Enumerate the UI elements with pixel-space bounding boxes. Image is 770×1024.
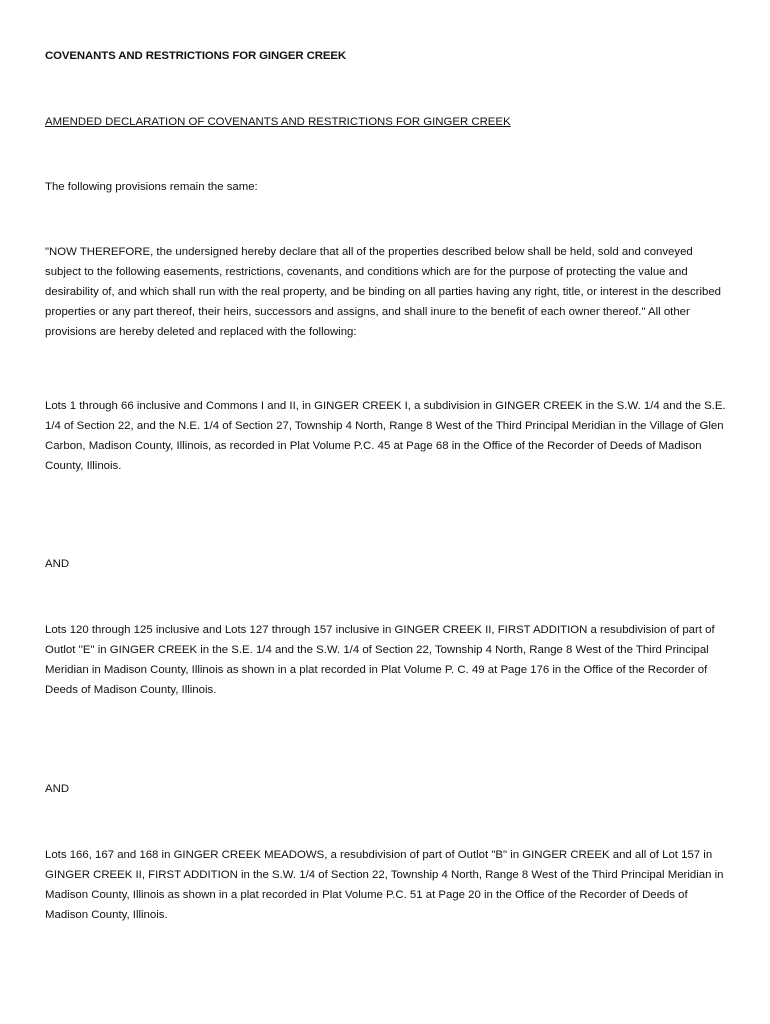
and-separator: AND [45, 558, 70, 570]
paragraph-now-therefore: "NOW THEREFORE, the undersigned hereby declare that all of the properties described below shall be held, sold and conveyed subject to the following easements, restrictions, covenants, and conditions which are for the purpose of protecting the value and desirability of, and which shall run with the real property, and be binding on all parties having any right, title, or interest in the described properties or any part thereof, their heirs, successors and assigns, and shall inure to the benefit of each owner thereof." All other provisions are hereby deleted and replaced with the following: [45, 246, 722, 339]
document-subtitle: AMENDED DECLARATION OF COVENANTS AND RESTRICTIONS FOR GINGER CREEK [45, 116, 511, 128]
intro-text: The following provisions remain the same: [45, 181, 258, 193]
paragraph-ginger-creek-meadows: Lots 166, 167 and 168 in GINGER CREEK MEADOWS, a resubdivision of part of Outlot "B" in GINGER CREEK and all of Lot 157 in GINGER CREEK II, FIRST ADDITION in the S.W. 1/4 of Section 22, Township 4 North, Range 8 West of the Third Principal Meridian in Madison County, Illinois as shown in a plat recorded in Plat Volume P.C. 51 at Page 20 in the Office of the Recorder of Deeds of Madison County, Illinois. [45, 849, 724, 922]
and-separator: AND [45, 783, 70, 795]
paragraph-ginger-creek-i: Lots 1 through 66 inclusive and Commons I and II, in GINGER CREEK I, a subdivision in GINGER CREEK in the S.W. 1/4 and the S.E. 1/4 of Section 22, and the N.E. 1/4 of Section 27, Township 4 North, Range 8 West of the Third Principal Meridian in the Village of Glen Carbon, Madison County, Illinois, as recorded in Plat Volume P.C. 45 at Page 68 in the Office of the Recorder of Deeds of Madison County, Illinois. [45, 400, 726, 473]
document-title: COVENANTS AND RESTRICTIONS FOR GINGER CREEK [45, 50, 346, 62]
paragraph-ginger-creek-ii: Lots 120 through 125 inclusive and Lots 127 through 157 inclusive in GINGER CREEK II, FIRST ADDITION a resubdivision of part of Outlot ''E" in GINGER CREEK in the S.E. 1/4 and the S.W. 1/4 of Section 22, Township 4 North, Range 8 West of the Third Principal Meridian in Madison County, Illinois as shown in a plat recorded in Plat Volume P. C. 49 at Page 176 in the Office of the Recorder of Deeds of Madison County, Illinois. [45, 624, 715, 697]
